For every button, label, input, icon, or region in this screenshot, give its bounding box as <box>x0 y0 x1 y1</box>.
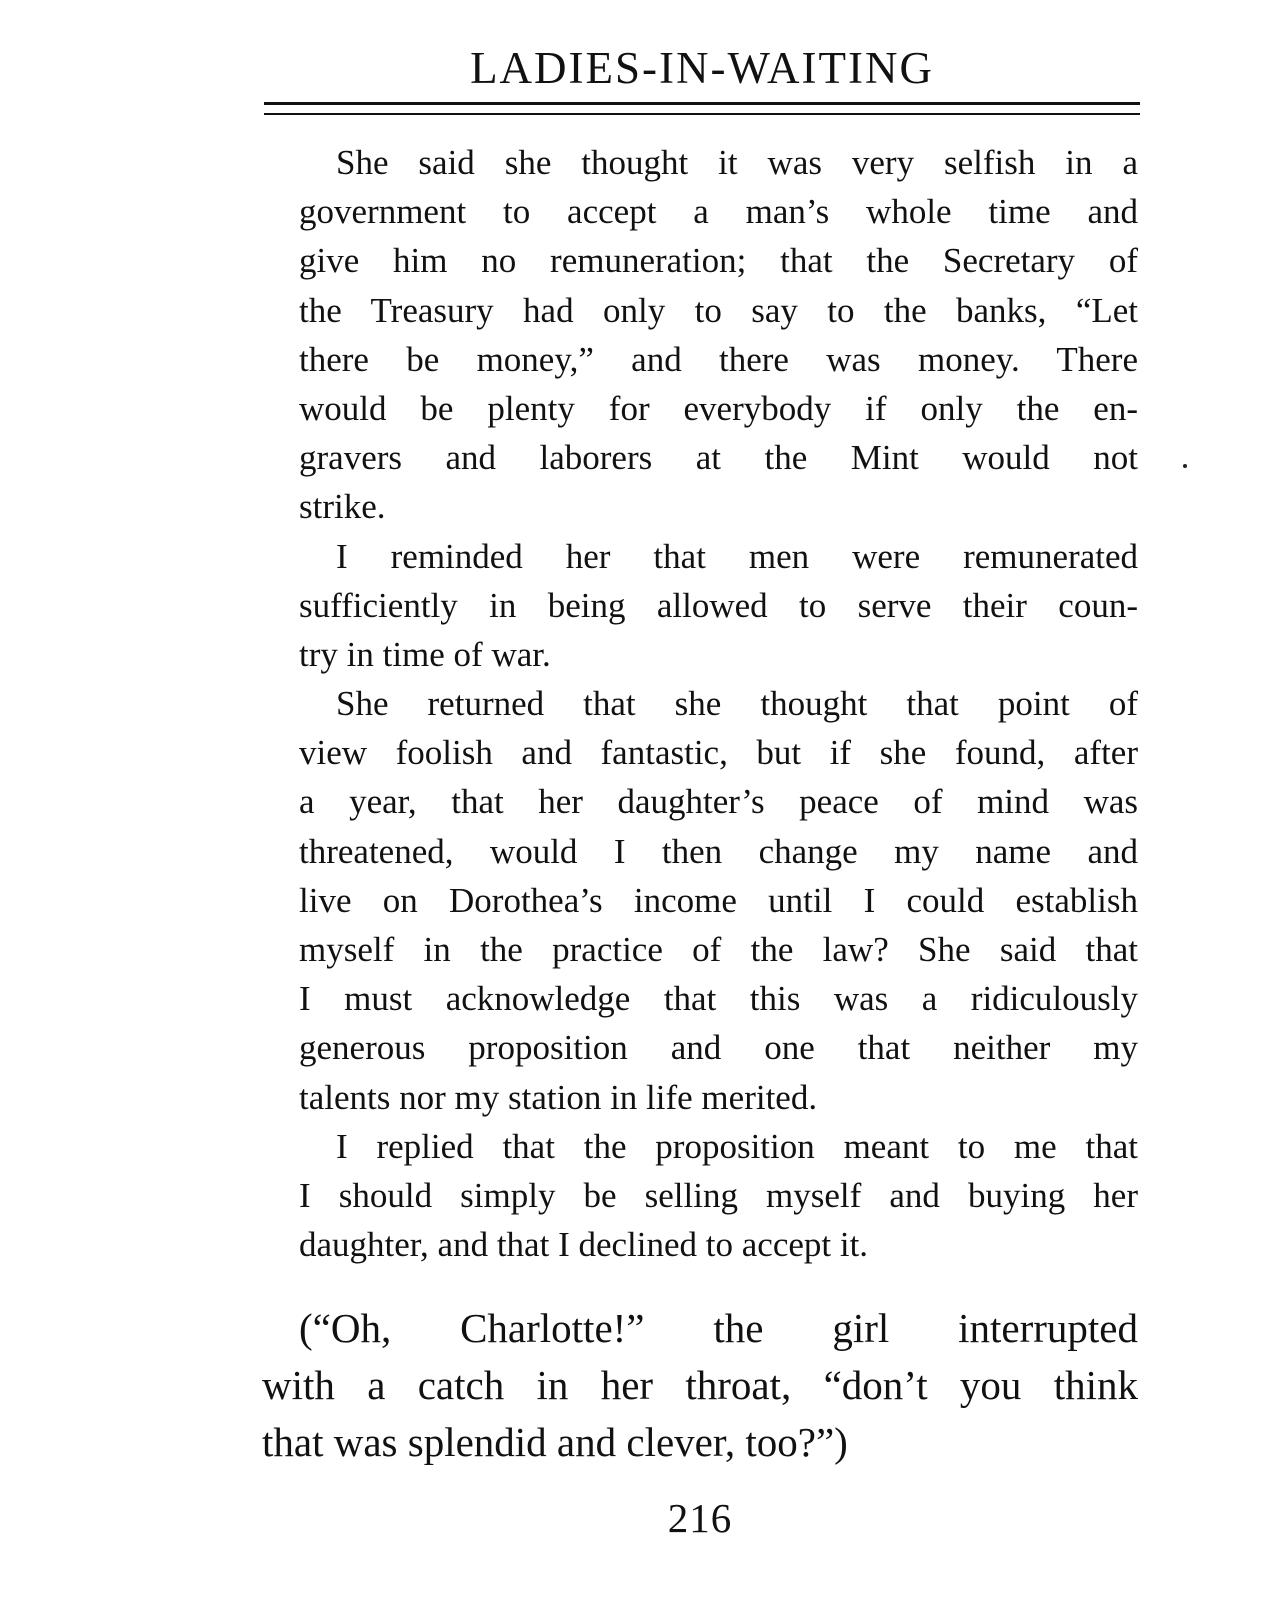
paragraph-2 <box>262 532 1138 680</box>
paragraph-4 <box>262 1122 1138 1270</box>
text-line: daughter, and that I declined to accept it. <box>299 1225 869 1265</box>
text-line: government to accept a man’s whole time and <box>299 192 1138 232</box>
text-line: a year, that her daughter’s peace of mind was <box>299 782 1138 822</box>
text-line: I should simply be selling myself and buying her <box>299 1175 1138 1215</box>
text-line: sufficiently in being allowed to serve their coun- <box>299 585 1138 625</box>
text-line: view foolish and fantastic, but if she found, after <box>299 733 1138 773</box>
page-number: 216 <box>667 1495 733 1541</box>
text-line: myself in the practice of the law? She said that <box>299 930 1138 969</box>
running-head-title: LADIES-IN-WAITING <box>470 43 934 93</box>
paragraph-3 <box>262 679 1138 1122</box>
text-line: generous proposition and one that neither my <box>299 1028 1138 1068</box>
text-line: threatened, would I then change my name and <box>299 831 1138 871</box>
body-text <box>262 138 1138 1269</box>
aside-line: that was splendid and clever, too?”) <box>262 1419 848 1465</box>
aside-line: with a catch in her throat, “don’t you think <box>262 1362 1138 1408</box>
paragraph-1 <box>262 138 1138 532</box>
aside-line: (“Oh, Charlotte!” the girl interrupted <box>299 1305 1138 1351</box>
text-line: I reminded her that men were remunerated <box>336 536 1138 576</box>
text-line: give him no remuneration; that the Secretary of <box>299 241 1138 281</box>
text-line: live on Dorothea’s income until I could establish <box>299 880 1138 920</box>
text-line: I replied that the proposition meant to me that <box>336 1126 1138 1166</box>
text-line: I must acknowledge that this was a ridiculously <box>299 979 1138 1019</box>
text-line: there be money,” and there was money. There <box>299 339 1138 379</box>
header-rule-bottom <box>264 113 1140 115</box>
header-rule-top <box>264 102 1140 105</box>
text-line: She said she thought it was very selfish in a <box>336 143 1138 182</box>
text-line: talents nor my station in life merited. <box>299 1077 818 1117</box>
text-line: She returned that she thought that point of <box>336 684 1138 724</box>
text-line: the Treasury had only to say to the banks, “Let <box>299 290 1138 330</box>
text-line: would be plenty for everybody if only the en- <box>299 388 1138 428</box>
text-line: strike. <box>299 487 386 527</box>
aside-paragraph <box>262 1300 1138 1471</box>
text-line: try in time of war. <box>299 634 551 674</box>
text-line: gravers and laborers at the Mint would not <box>299 438 1138 478</box>
print-speck <box>1183 464 1187 468</box>
